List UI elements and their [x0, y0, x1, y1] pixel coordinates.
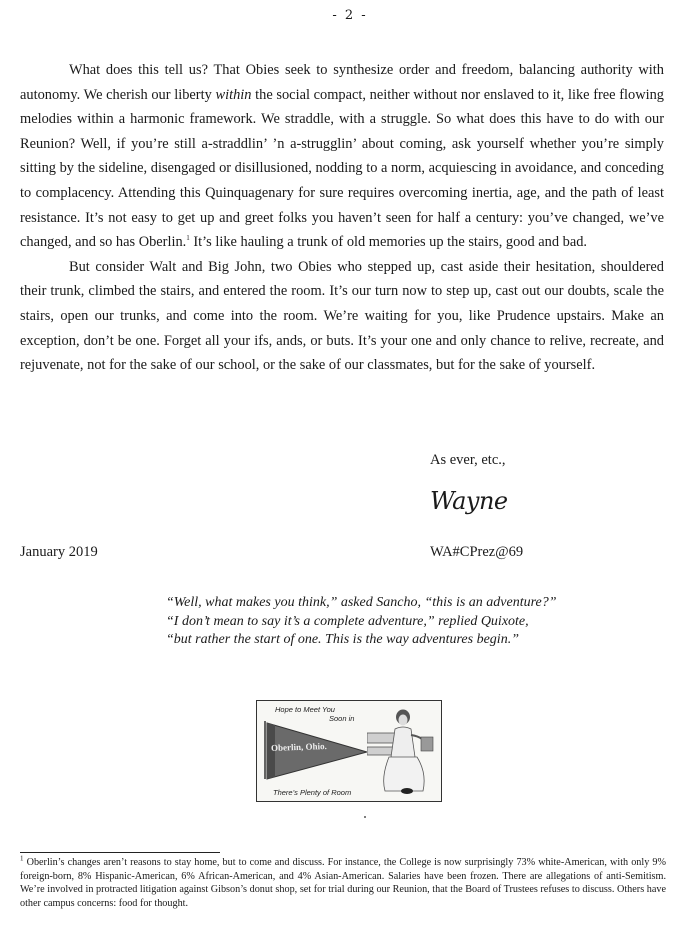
postcard-line-1: Hope to Meet You — [275, 705, 335, 714]
quote-line: “I don’t mean to say it’s a complete adventure,” replied Quixote, — [166, 613, 529, 629]
stray-mark — [364, 816, 366, 818]
quixote-quote — [166, 594, 586, 650]
letter-body — [20, 58, 664, 378]
emphasis-within: within — [215, 86, 252, 103]
signature: Wayne — [430, 487, 508, 515]
footnote-ref: 1 — [186, 234, 190, 243]
paragraph-1-part-b: the social compact, neither without nor enslaved to it, like free flowing melodies within a harmonic framework. We straddle, with a struggle. So what does this have to do with our Reunion? Well, if you’re still a-straddlin’ ’n a-strugglin’ about coming, ask yourself whether you’re simply sitting by the sideline, disengaged or disillusioned, nodding to a norm, acquiescing in avoidance, and conceding to complacency. Attending this Quinquagenary for sure requires overcoming inertia, age, and the path of least resistance. It’s not easy to get up and greet folks you haven’t seen for half a century: you’ve changed, we’ve changed, and so has Oberlin. — [20, 86, 664, 251]
footnote-marker: 1 — [20, 854, 24, 863]
sender-handle: WA#CPrez@69 — [430, 544, 524, 560]
postcard-image — [256, 700, 442, 802]
paragraph-1-part-c: It’s like hauling a trunk of old memories up the stairs, good and bad. — [189, 234, 588, 251]
paragraph-1 — [20, 58, 664, 255]
paragraph-1-part-a: What does this tell us? That Obies seek to synthesize order and freedom, balancing authority with autonomy. We cherish our liberty — [20, 62, 664, 103]
footnote-divider — [20, 852, 220, 853]
quote-line: “Well, what makes you think,” asked Sancho, “this is an adventure?” — [166, 595, 557, 610]
closing: As ever, etc., — [430, 452, 506, 468]
letter-date: January 2019 — [20, 544, 98, 560]
quote-line: “but rather the start of one. This is the way adventures begin.” — [166, 632, 519, 647]
postcard-caption-bottom: There’s Plenty of Room — [273, 788, 352, 797]
paragraph-2: But consider Walt and Big John, two Obies who stepped up, cast aside their hesitation, shouldered their trunk, climbed the stairs, and entered the room. It’s our turn now to step up, cast out our doubts, scale the stairs, open our trunks, and come into the room. We’re waiting for you, like Prudence upstairs. Make an exception, don’t be one. Forget all your ifs, ands, or buts. It’s your one and only chance to relive, recreate, and rejuvenate, not for the sake of our school, or the sake of our classmates, but for the sake of yourself. — [20, 258, 664, 374]
footnote — [20, 856, 666, 910]
postcard-line-2: Soon in — [329, 714, 355, 723]
page-number: - 2 - — [332, 8, 368, 23]
seated-woman-figure — [367, 707, 437, 797]
pennant-label: Oberlin, Ohio. — [270, 741, 327, 753]
footnote-text: Oberlin’s changes aren’t reasons to stay home, but to come and discuss. For instance, the College is now surprisingly 73% white-American, with only 9% foreign-born, 8% Hispanic-American, 6% African-American, and 4% Asian-American. Salaries have been frozen. There are allegations of anti-Semitism. We’re involved in protracted litigation against Gibson’s donut shop, set for trial during our Reunion, that the Board of Trustees refuses to discuss. Others have other campus concerns: food for thought. — [20, 857, 666, 909]
